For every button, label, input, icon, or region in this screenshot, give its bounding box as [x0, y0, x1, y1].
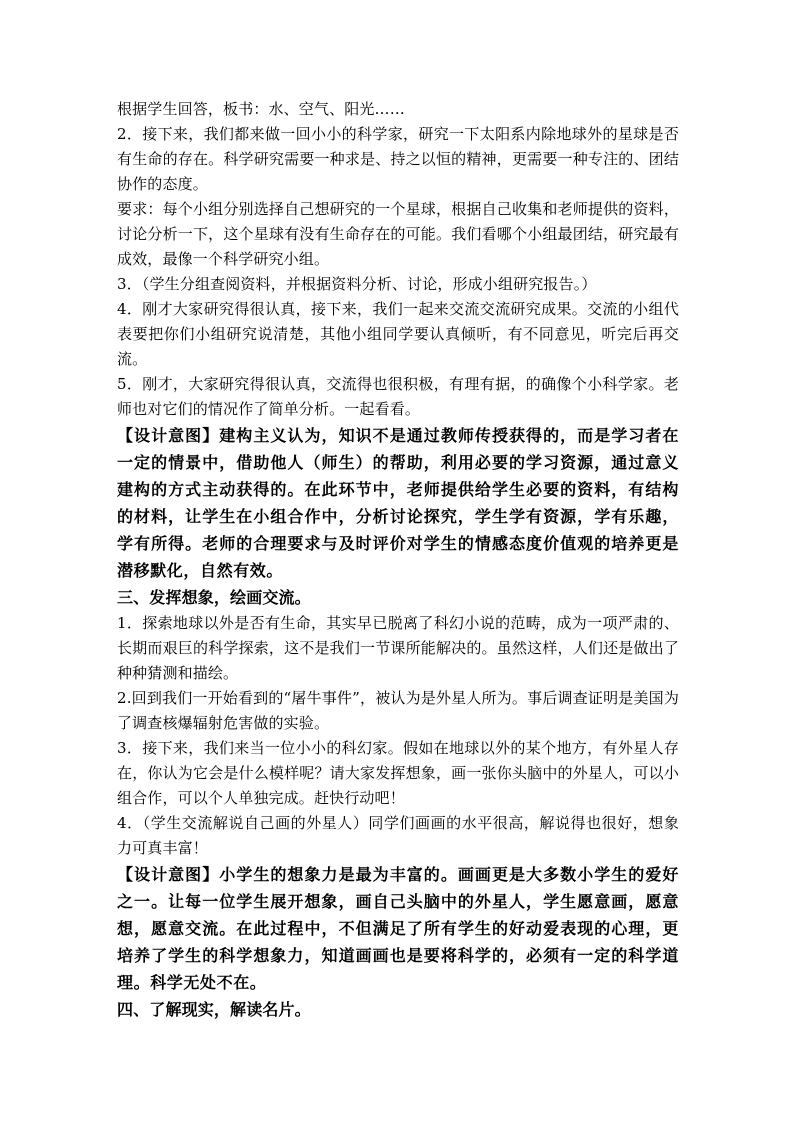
document-page	[117, 97, 679, 1023]
paragraph-step-3: 3．（学生分组查阅资料，并根据资料分析、讨论，形成小组研究报告。）	[117, 275, 597, 293]
paragraph-sci-fi: 3．接下来，我们来当一位小小的科幻家。假如在地球以外的某个地方，有外星人存在，你认为它会是什么模样呢？请大家发挥想象，画一张你头脑中的外星人，可以小组合作，可以个人单独完成。赶快行动吧！	[117, 739, 679, 807]
paragraph-requirement: 要求：每个小组分别选择自己想研究的一个星球，根据自己收集和老师提供的资料，讨论分析一下，这个星球有没有生命存在的可能。我们看哪个小组最团结，研究最有成效，最像一个科学研究小组。	[117, 200, 679, 268]
paragraph-step-4: 4．刚才大家研究得很认真，接下来，我们一起来交流交流研究成果。交流的小组代表要把你们小组研究说清楚，其他小组同学要认真倾听，有不同意见，听完后再交流。	[117, 300, 679, 368]
design-intent-2: 【设计意图】小学生的想象力是最为丰富的。画画更是大多数小学生的爱好之一。让每一位学生展开想象，画自己头脑中的外星人，学生愿意画，愿意想，愿意交流。在此过程中，不但满足了所有学生的好动爱表现的心理，更培养了学生的科学想象力，知道画画也是要将科学的，必须有一定的科学道理。科学无处不在。	[117, 865, 679, 992]
paragraph-step-5: 5．刚才，大家研究得很认真，交流得也很积极，有理有据，的确像个小科学家。老师也对它们的情况作了简单分析。一起看看。	[117, 375, 679, 418]
section-heading-4: 四、了解现实，解读名片。	[117, 1000, 311, 1019]
paragraph-share-drawings: 4．（学生交流解说自己画的外星人）同学们画画的水平很高，解说得也很好，想象力可真丰富！	[117, 814, 679, 857]
design-intent-1: 【设计意图】建构主义认为，知识不是通过教师传授获得的，而是学习者在一定的情景中，借助他人（师生）的帮助，利用必要的学习资源，通过意义建构的方式主动获得的。在此环节中，老师提供给学生必要的资料，有结构的材料，让学生在小组合作中，分析讨论探究，学生学有资源，学有乐趣，学有所得。老师的合理要求与及时评价对学生的情感态度价值观的培养更是潜移默化，自然有效。	[117, 426, 679, 580]
paragraph-cattle-event: 2.回到我们一开始看到的“屠牛事件”，被认为是外星人所为。事后调查证明是美国为了调查核爆辐射危害做的实验。	[117, 689, 679, 732]
paragraph-answer-board: 根据学生回答，板书：水、空气、阳光……	[117, 100, 405, 118]
paragraph-explore: 1．探索地球以外是否有生命，其实早已脱离了科幻小说的范畴，成为一项严肃的、长期而艰巨的科学探索，这不是我们一节课所能解决的。虽然这样，人们还是做出了种种猜测和描绘。	[117, 614, 679, 682]
section-heading-3: 三、发挥想象，绘画交流。	[117, 588, 311, 607]
paragraph-step-2: 2．接下来，我们都来做一回小小的科学家，研究一下太阳系内除地球外的星球是否有生命的存在。科学研究需要一种求是、持之以恒的精神，更需要一种专注的、团结协作的态度。	[117, 125, 679, 193]
